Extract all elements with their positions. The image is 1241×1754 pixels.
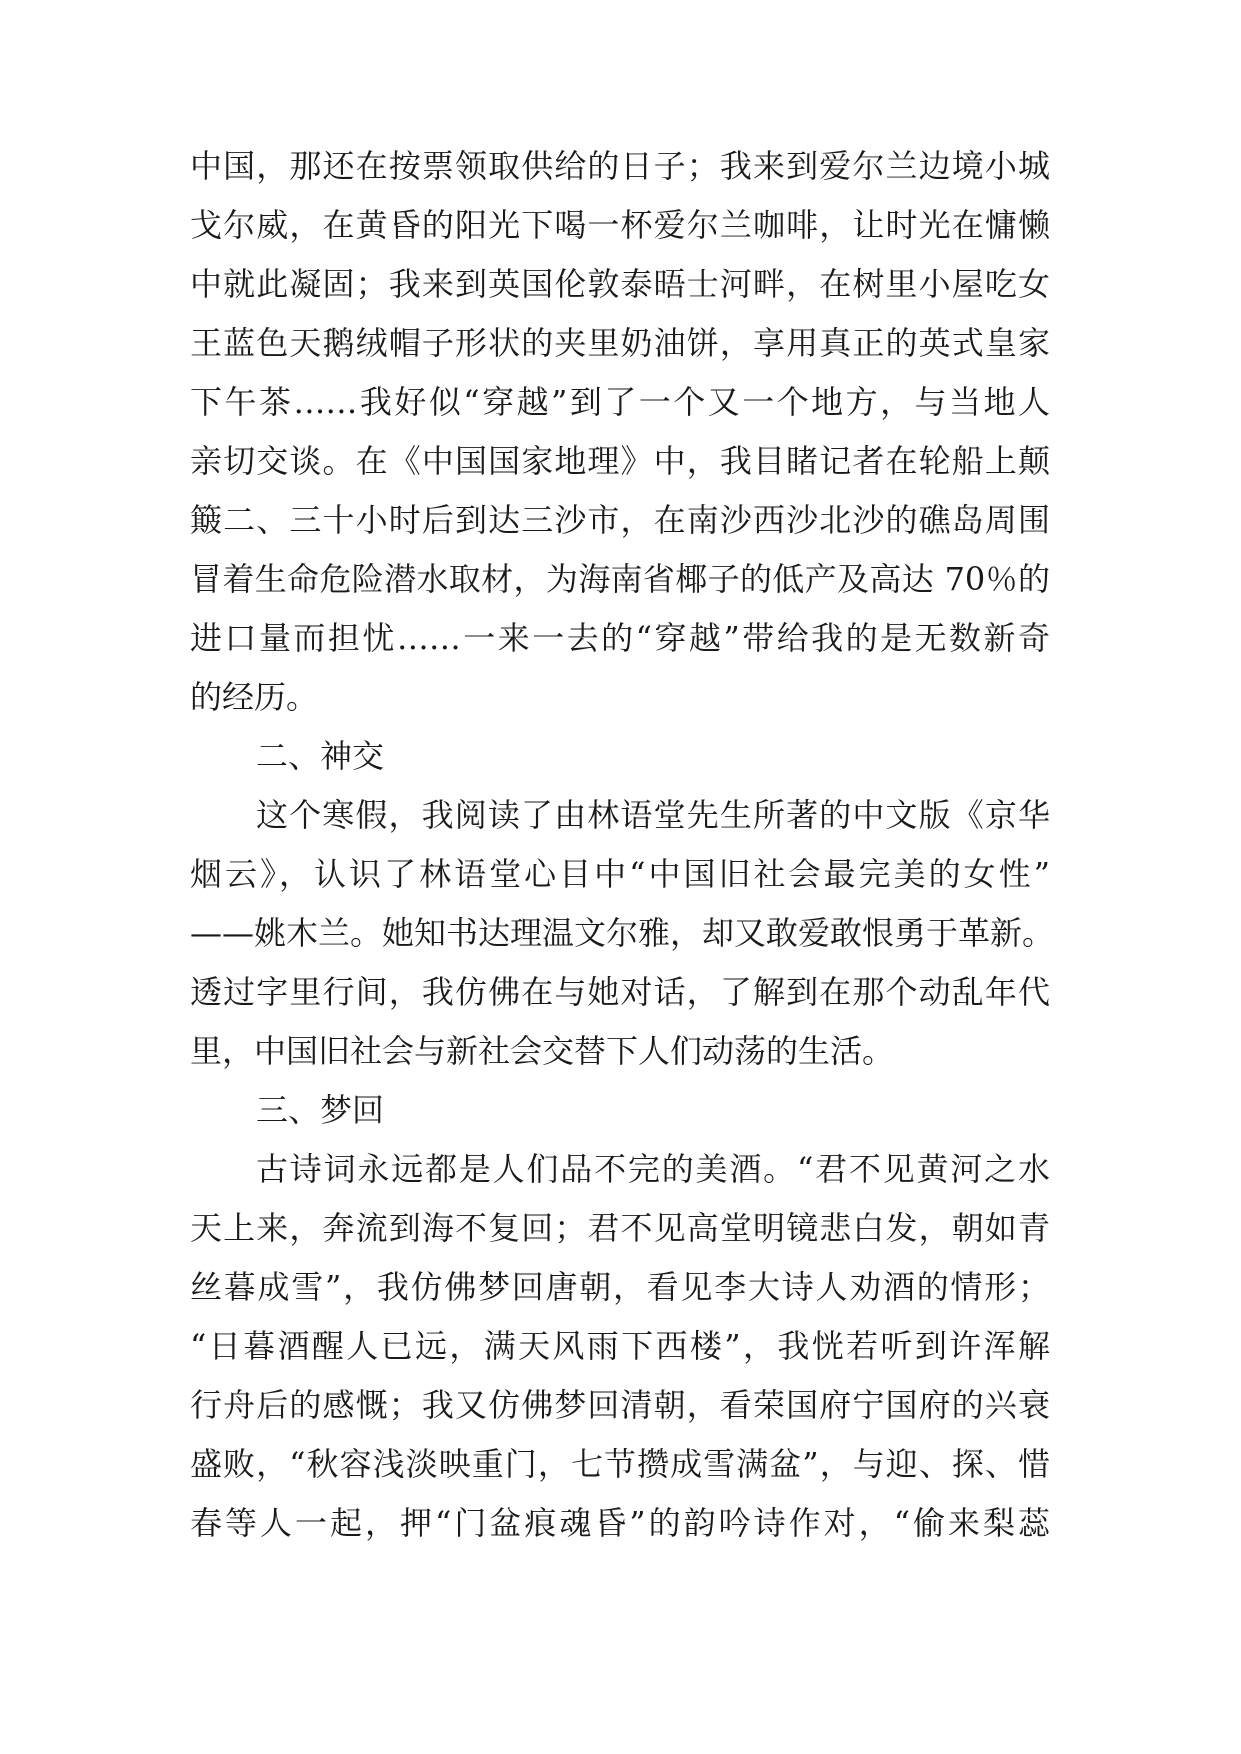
text-line: 王蓝色天鹅绒帽子形状的夹里奶油饼，享用真正的英式皇家 [190, 324, 1050, 362]
text-line: 进口量而担忧……一来一去的“穿越”带给我的是无数新奇 [190, 619, 1050, 657]
text-line: 冒着生命危险潜水取材，为海南省椰子的低产及高达 70％的 [190, 560, 1050, 598]
text-line: 的经历。 [190, 678, 319, 716]
text-line: “日暮酒醒人已远，满天风雨下西楼”，我恍若听到许浑解 [190, 1327, 1050, 1365]
section-heading-shenjiao: 二、神交 [256, 737, 385, 775]
section-heading-menghui: 三、梦回 [256, 1091, 385, 1129]
text-line: 烟云》，认识了林语堂心目中“中国旧社会最完美的女性” [190, 855, 1050, 893]
text-line: 盛败，“秋容浅淡映重门，七节攒成雪满盆”，与迎、探、惜 [190, 1445, 1050, 1483]
text-line: 下午茶……我好似“穿越”到了一个又一个地方，与当地人 [190, 383, 1050, 421]
text-line: 中国，那还在按票领取供给的日子；我来到爱尔兰边境小城 [190, 147, 1050, 185]
text-line: 春等人一起，押“门盆痕魂昏”的韵吟诗作对，“偷来梨蕊 [190, 1504, 1050, 1542]
text-line: 亲切交谈。在《中国国家地理》中，我目睹记者在轮船上颠 [190, 442, 1050, 480]
text-line: 这个寒假，我阅读了由林语堂先生所著的中文版《京华 [256, 796, 1050, 834]
text-line: 里，中国旧社会与新社会交替下人们动荡的生活。 [190, 1032, 895, 1070]
text-line: 天上来，奔流到海不复回；君不见高堂明镜悲白发，朝如青 [190, 1209, 1050, 1247]
text-line: 戈尔威，在黄昏的阳光下喝一杯爱尔兰咖啡，让时光在慵懒 [190, 206, 1050, 244]
text-line: ——姚木兰。她知书达理温文尔雅，却又敢爱敢恨勇于革新。 [190, 914, 1055, 952]
text-line: 行舟后的感慨；我又仿佛梦回清朝，看荣国府宁国府的兴衰 [190, 1386, 1050, 1424]
text-line: 簸二、三十小时后到达三沙市，在南沙西沙北沙的礁岛周围 [190, 501, 1050, 539]
text-line: 中就此凝固；我来到英国伦敦泰晤士河畔，在树里小屋吃女 [190, 265, 1050, 303]
text-line: 丝暮成雪”，我仿佛梦回唐朝，看见李大诗人劝酒的情形； [190, 1268, 1050, 1306]
text-line: 透过字里行间，我仿佛在与她对话，了解到在那个动乱年代 [190, 973, 1050, 1011]
text-line: 古诗词永远都是人们品不完的美酒。“君不见黄河之水 [256, 1150, 1050, 1188]
